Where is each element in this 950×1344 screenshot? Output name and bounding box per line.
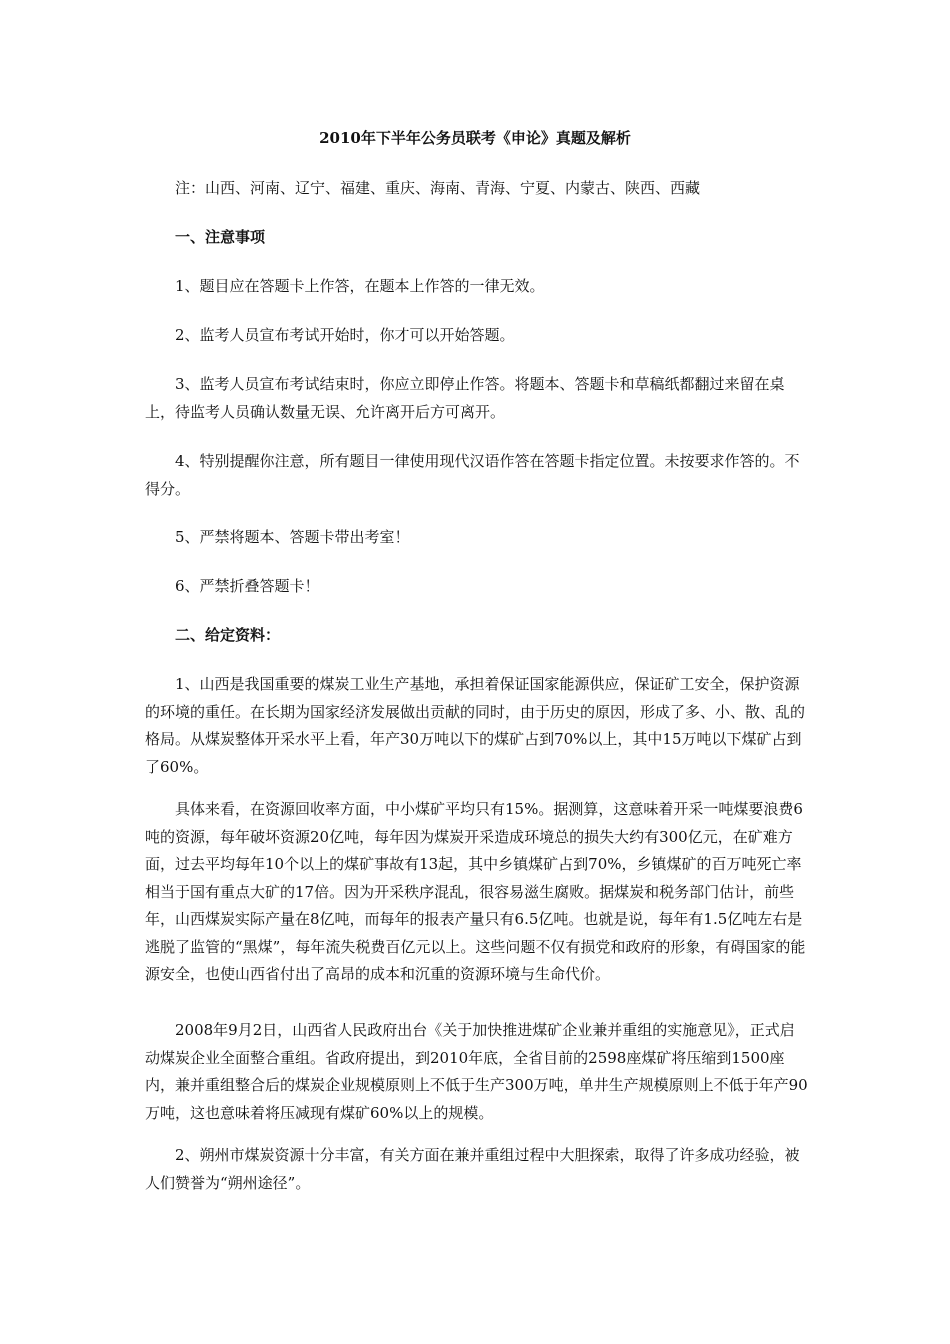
notice-item-6: 6、严禁折叠答题卡！ xyxy=(175,577,320,595)
section-heading-materials: 二、给定资料： xyxy=(175,626,281,644)
document-title: 2010年下半年公务员联考《申论》真题及解析 xyxy=(319,129,631,147)
notice-item-5: 5、严禁将题本、答题卡带出考室！ xyxy=(175,528,410,546)
material-paragraph-2: 具体来看，在资源回收率方面，中小煤矿平均只有15%。据测算，这意味着开采一吨煤要浪费6吨的资源，每年破坏资源20亿吨，每年因为煤炭开采造成环境总的损失大约有300亿元，在矿难方面，过去平均每年10个以上的煤矿事故有13起，其中乡镇煤矿占到70%，乡镇煤矿的百万吨死亡率相当于国有重点大矿的17倍。因为开采秩序混乱，很容易滋生腐败。据煤炭和税务部门估计，前些年，山西煤炭实际产量在8亿吨，而每年的报表产量只有6.5亿吨。也就是说，每年有1.5亿吨左右是逃脱了监管的“黑煤”，每年流失税费百亿元以上。这些问题不仅有损党和政府的形象，有碍国家的能源安全，也使山西省付出了高昂的成本和沉重的资源环境与生命代价。 xyxy=(145,800,806,983)
section-heading-notes: 一、注意事项 xyxy=(175,228,266,246)
material-paragraph-1: 1、山西是我国重要的煤炭工业生产基地，承担着保证国家能源供应，保证矿工安全，保护资源的环境的重任。在长期为国家经济发展做出贡献的同时，由于历史的原因，形成了多、小、散、乱的格局。从煤炭整体开采水平上看，年产30万吨以下的煤矿占到70%以上，其中15万吨以下煤矿占到了60%。 xyxy=(145,675,806,776)
material-paragraph-4: 2、朔州市煤炭资源十分丰富，有关方面在兼并重组过程中大胆探索，取得了许多成功经验，被人们赞誉为“朔州途径”。 xyxy=(145,1146,800,1192)
notice-item-2: 2、监考人员宣布考试开始时，你才可以开始答题。 xyxy=(175,326,515,344)
notice-item-1: 1、题目应在答题卡上作答，在题本上作答的一律无效。 xyxy=(175,277,545,295)
notice-item-4: 4、特别提醒你注意，所有题目一律使用现代汉语作答在答题卡指定位置。未按要求作答的。不得分。 xyxy=(145,452,800,498)
notice-item-3: 3、监考人员宣布考试结束时，你应立即停止作答。将题本、答题卡和草稿纸都翻过来留在桌上，待监考人员确认数量无误、允许离开后方可离开。 xyxy=(145,375,785,421)
province-note: 注：山西、河南、辽宁、福建、重庆、海南、青海、宁夏、内蒙古、陕西、西藏 xyxy=(175,179,701,197)
material-paragraph-3: 2008年9月2日，山西省人民政府出台《关于加快推进煤矿企业兼并重组的实施意见》，正式启动煤炭企业全面整合重组。省政府提出，到2010年底，全省目前的2598座煤矿将压缩到1500座内，兼并重组整合后的煤炭企业规模原则上不低于生产300万吨，单井生产规模原则上不低于年产90万吨，这也意味着将压减现有煤矿60%以上的规模。 xyxy=(145,1021,808,1122)
